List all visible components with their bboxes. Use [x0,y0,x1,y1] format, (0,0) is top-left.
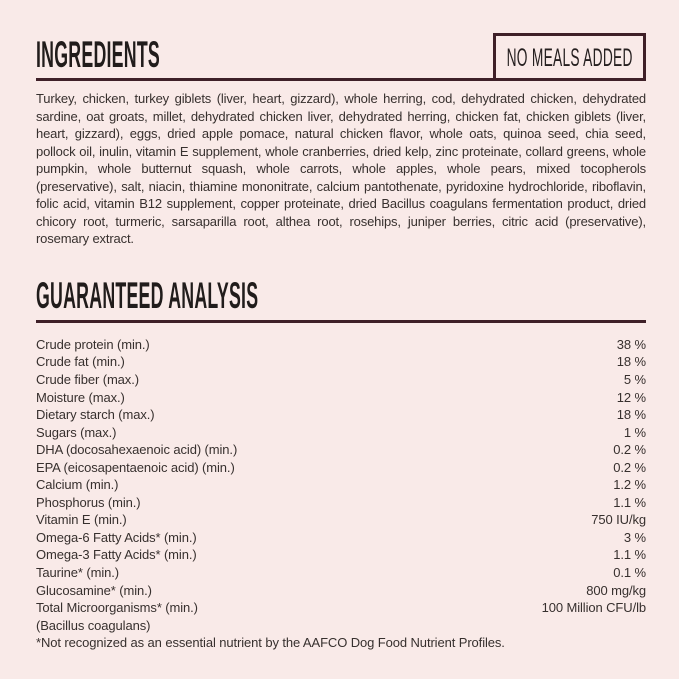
table-row [36,389,646,407]
table-row [36,459,646,477]
row-label: Phosphorus (min.) [36,494,141,510]
row-label: (Bacillus coagulans) [36,617,151,633]
row-value: 800 mg/kg [586,582,646,598]
table-row [36,441,646,459]
row-label: Omega-3 Fatty Acids* (min.) [36,547,197,563]
row-value: 0.2 % [613,459,646,475]
table-row [36,424,646,442]
row-value: 0.2 % [613,442,646,458]
row-label: Dietary starch (max.) [36,407,155,423]
guaranteed-analysis-title: GUARANTEED ANALYSIS [36,274,259,316]
row-value: 1.1 % [613,547,646,563]
no-meals-added-badge-label: NO MEALS ADDED [506,44,633,72]
row-value: 0.1 % [613,565,646,581]
row-value: 38 % [616,336,646,352]
table-row [36,511,646,529]
row-label: Omega-6 Fatty Acids* (min.) [36,529,197,545]
row-label: Taurine* (min.) [36,565,120,581]
row-value: 100 Million CFU/lb [541,600,646,616]
row-label: Sugars (max.) [36,424,117,440]
row-value: 1.2 % [613,477,646,493]
label-content [36,0,646,652]
guaranteed-analysis-header [36,274,646,323]
table-row [36,529,646,547]
row-label: Crude fat (min.) [36,354,125,370]
aafco-footnote: *Not recognized as an essential nutrient by the AAFCO Dog Food Nutrient Profiles. [36,635,505,651]
table-row [36,546,646,564]
table-row [36,371,646,389]
table-row [36,564,646,582]
row-value: 18 % [616,407,646,423]
row-label: Total Microorganisms* (min.) [36,600,198,616]
table-row [36,353,646,371]
table-row [36,406,646,424]
ingredients-title: INGREDIENTS [36,34,161,75]
row-label: Vitamin E (min.) [36,512,127,528]
row-label: EPA (eicosapentaenoic acid) (min.) [36,459,235,475]
row-value: 3 % [623,529,646,545]
table-row [36,476,646,494]
row-value: 1.1 % [613,494,646,510]
table-row [36,599,646,617]
row-label: Crude protein (min.) [36,336,150,352]
table-row [36,336,646,354]
row-label: Calcium (min.) [36,477,119,493]
table-row [36,582,646,600]
row-label: Crude fiber (max.) [36,372,139,388]
row-label: DHA (docosahexaenoic acid) (min.) [36,442,238,458]
ingredients-header [36,33,646,81]
table-row [36,494,646,512]
row-value: 5 % [623,372,646,388]
row-value: 18 % [616,354,646,370]
row-label: Moisture (max.) [36,389,125,405]
row-value: 750 IU/kg [591,512,646,528]
row-value: 1 % [623,424,646,440]
no-meals-added-badge [493,33,646,81]
ingredients-text: Turkey, chicken, turkey giblets (liver, heart, gizzard), whole herring, cod, dehydrated chicken, dehydrated sardine, oat groats, millet, dehydrated chicken liver, dehydrated herring, chicken fat, chicken giblets (liver, heart, gizzard), eggs, dried apple pomace, natural chicken flavor, whole oats, quinoa seed, chia seed, pollock oil, inulin, vitamin E supplement, whole cranberries, dried kelp, zinc proteinate, collard greens, whole pumpkin, whole butternut squash, whole carrots, whole apples, whole pears, mixed tocopherols (preservative), salt, niacin, thiamine mononitrate, calcium pantothenate, pyridoxine hydrochloride, riboflavin, folic acid, vitamin B12 supplement, copper proteinate, dried Bacillus coagulans fermentation product, dried chicory root, turmeric, sarsaparilla root, althea root, rosehips, juniper berries, citric acid (preservative), rosemary extract. [36,91,646,247]
row-value: 12 % [616,389,646,405]
row-label: Glucosamine* (min.) [36,582,152,598]
table-row [36,617,646,635]
guaranteed-analysis-table [36,336,646,634]
